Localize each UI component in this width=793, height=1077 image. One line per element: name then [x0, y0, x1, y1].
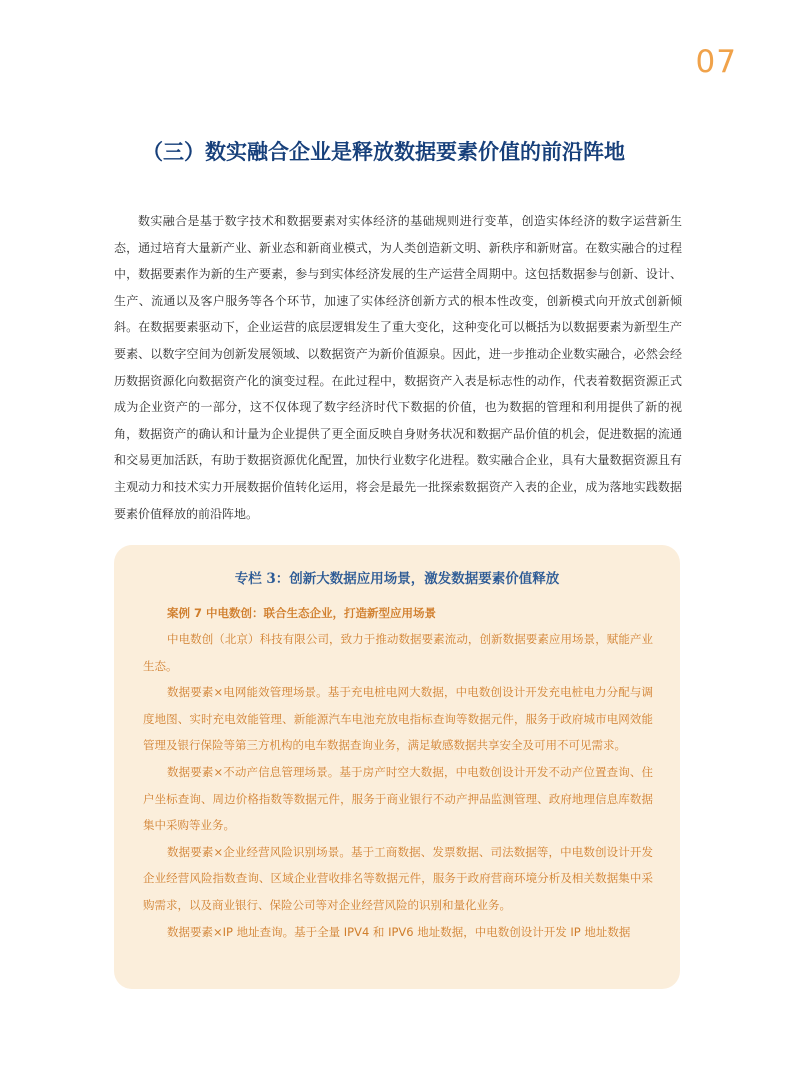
case-body: [143, 626, 653, 945]
case-heading: 案例 7 中电数创：联合生态企业，打造新型应用场景: [167, 606, 437, 620]
case-paragraph: 数据要素×不动产信息管理场景。基于房产时空大数据，中电数创设计开发不动产位置查询、住户坐标查询、周边价格指数等数据元件，服务于商业银行不动产押品监测管理、政府地理信息库数据集中采购等业务。: [143, 764, 653, 833]
section-title: （三）数实融合企业是释放数据要素价值的前沿阵地: [142, 140, 625, 164]
case-paragraph: 中电数创（北京）科技有限公司，致力于推动数据要素流动，创新数据要素应用场景，赋能产业生态。: [143, 632, 653, 673]
body-paragraph: 数实融合是基于数字技术和数据要素对实体经济的基础规则进行变革，创造实体经济的数字运营新生态，通过培育大量新产业、新业态和新商业模式，为人类创造新文明、新秩序和新财富。在数实融合的过程中，数据要素作为新的生产要素，参与到实体经济发展的生产运营全周期中。这包括数据参与创新、设计、生产、流通以及客户服务等各个环节，加速了实体经济创新方式的根本性改变，创新模式向开放式创新倾斜。在数据要素驱动下，企业运营的底层逻辑发生了重大变化，这种变化可以概括为以数据要素为新型生产要素、以数字空间为创新发展领域、以数据资产为新价值源泉。因此，进一步推动企业数实融合，必然会经历数据资源化向数据资产化的演变过程。在此过程中，数据资产入表是标志性的动作，代表着数据资源正式成为企业资产的一部分，这不仅体现了数字经济时代下数据的价值，也为数据的管理和利用提供了新的视角，数据资产的确认和计量为企业提供了更全面反映自身财务状况和数据产品价值的机会，促进数据的流通和交易更加活跃，有助于数据资源优化配置，加快行业数字化进程。数实融合企业，具有大量数据资源且有主观动力和技术实力开展数据价值转化运用，将会是最先一批探索数据资产入表的企业，成为落地实践数据要素价值释放的前沿阵地。: [114, 214, 682, 521]
case-study-box: [114, 545, 680, 989]
page-number: 07: [695, 44, 737, 80]
case-paragraph: 数据要素×IP 地址查询。基于全量 IPV4 和 IPV6 地址数据，中电数创设计开发 IP 地址数据: [167, 924, 631, 939]
case-paragraph: 数据要素×电网能效管理场景。基于充电桩电网大数据，中电数创设计开发充电桩电力分配与调度地图、实时充电效能管理、新能源汽车电池充放电指标查询等数据元件，服务于政府城市电网效能管理及银行保险等第三方机构的电车数据查询业务，满足敏感数据共享安全及可用不可见需求。: [143, 685, 653, 753]
case-box-title: 专栏 3：创新大数据应用场景，激发数据要素价值释放: [234, 571, 560, 587]
case-paragraph: 数据要素×企业经营风险识别场景。基于工商数据、发票数据、司法数据等，中电数创设计开发企业经营风险指数查询、区域企业营收排名等数据元件，服务于政府营商环境分析及相关数据集中采购需求，以及商业银行、保险公司等对企业经营风险的识别和量化业务。: [143, 844, 653, 912]
